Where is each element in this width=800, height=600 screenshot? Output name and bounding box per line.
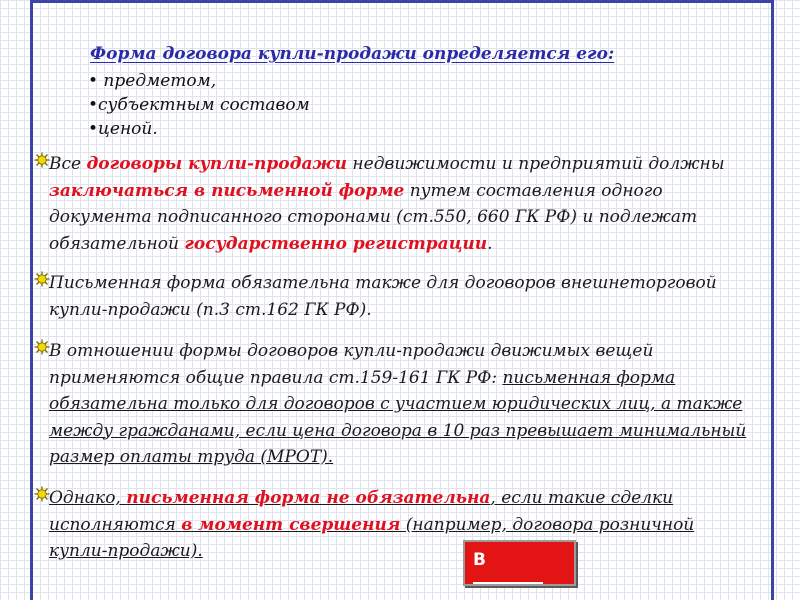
frame-right-border <box>771 0 774 600</box>
nav-button-label: В <box>473 550 486 570</box>
nav-button-underline <box>473 582 543 584</box>
p4-text-c: , если такие сделки исполняются <box>49 488 674 535</box>
frame-left-border <box>30 0 33 600</box>
sun-bullet-icon <box>34 152 50 168</box>
paragraph-exception <box>34 485 754 565</box>
p3-text-a: В отношении формы договоров купли-продажи движимых вещей применяются общие правила ст.159-161 ГК РФ: <box>49 341 654 388</box>
paragraph-foreign-trade-text: Письменная форма обязательна также для договоров внешнеторговой купли-продажи (п.3 ст.162 ГК РФ). <box>49 273 717 320</box>
paragraph-movables <box>34 338 754 471</box>
criteria-item-subject: • предметом, <box>88 71 217 91</box>
sun-bullet-icon <box>34 486 50 502</box>
p1-text-a: Все <box>49 154 87 174</box>
p1-text-c: недвижимости и предприятий должны <box>347 154 725 174</box>
sun-bullet-icon <box>34 339 50 355</box>
paragraph-real-estate <box>34 151 754 257</box>
p4-text-e: (например, договора розничной купли-продажи). <box>49 514 695 561</box>
nav-button[interactable] <box>463 540 576 586</box>
p1-highlight-written-form: заключаться в письменной форме <box>49 180 405 201</box>
paragraph-exception-text <box>49 485 754 565</box>
sun-bullet-icon <box>34 271 50 287</box>
frame-top-border <box>30 0 774 3</box>
criteria-item-price: •ценой. <box>88 119 158 139</box>
paragraph-foreign-trade <box>34 270 754 323</box>
p1-highlight-contracts: договоры купли-продажи <box>86 154 348 174</box>
p4-text-a: Однако, <box>49 488 127 508</box>
p1-text-e: путем составления одного документа подписанного сторонами (ст.550, 660 ГК РФ) и подлежат обязательной <box>49 180 698 254</box>
paragraph-real-estate-text <box>49 151 754 257</box>
p1-highlight-registration: государственно регистрации <box>184 233 488 254</box>
p3-underlined-rule: письменная форма обязательна только для договоров с участием юридических лиц, а также между гражданами, если цена договора в 10 раз превышает минимальный размер оплаты труда (МРОТ). <box>49 367 747 467</box>
criteria-item-parties: •субъектным составом <box>88 95 310 115</box>
criteria-list <box>88 69 310 141</box>
p4-highlight-not-required: письменная форма не обязательна <box>126 488 491 508</box>
p1-text-g: . <box>487 233 493 254</box>
p4-highlight-moment: в момент свершения <box>181 514 401 535</box>
slide-heading: Форма договора купли-продажи определяется его: <box>90 44 615 64</box>
paragraph-movables-text <box>49 338 754 471</box>
